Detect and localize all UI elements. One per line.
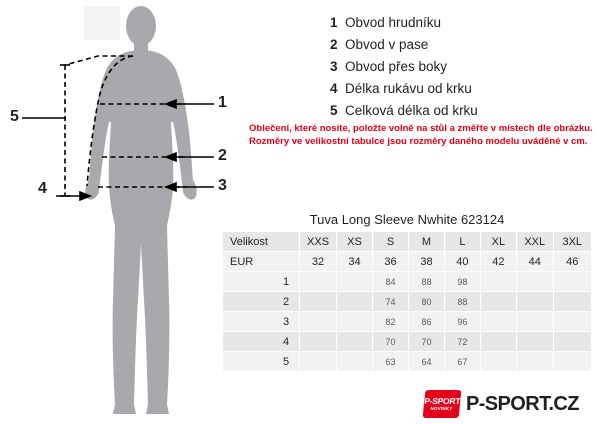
measure-cell <box>300 352 337 372</box>
measure-cell: 70 <box>373 332 409 352</box>
instructions-line-1: Oblečení, které nosíte, položte volně na stůl a změřte v místech dle obrázku. <box>249 123 593 134</box>
measure-cell: 88 <box>408 272 444 292</box>
header-cell-l: L <box>444 232 480 252</box>
measure-cell <box>480 332 516 352</box>
measure-cell: 64 <box>408 352 444 372</box>
measure-cell: 72 <box>444 332 480 352</box>
table-row <box>223 272 592 292</box>
callout-2: 2 <box>218 147 227 164</box>
measure-cell <box>336 272 372 292</box>
logo-badge-icon <box>423 390 462 418</box>
measure-cell <box>300 292 337 312</box>
size-table <box>222 231 592 372</box>
logo-wordmark: P-SPORT.CZ <box>466 392 579 415</box>
measure-cell <box>300 312 337 332</box>
measure-cell <box>336 352 372 372</box>
silhouette-shape <box>85 6 196 414</box>
brand-logo <box>424 389 592 419</box>
row-label: 3 <box>223 312 300 332</box>
measure-cell <box>516 312 553 332</box>
header-cell-3xl: 3XL <box>553 232 591 252</box>
legend-label: Obvod hrudníku <box>345 15 442 30</box>
legend-number: 5 <box>330 103 338 118</box>
header-cell-velikost: Velikost <box>223 232 300 252</box>
eur-value: 36 <box>373 252 409 272</box>
measure-cell <box>336 332 372 352</box>
measure-cell <box>516 272 553 292</box>
legend-number: 1 <box>330 15 338 30</box>
legend-item <box>330 56 592 77</box>
table-row <box>223 312 592 332</box>
legend-item <box>330 100 592 121</box>
callout-5: 5 <box>10 108 19 125</box>
measure-cell <box>480 312 516 332</box>
measure-cell <box>516 332 553 352</box>
header-cell-xxs: XXS <box>300 232 337 252</box>
measure-cell <box>300 272 337 292</box>
eur-value: 34 <box>336 252 372 272</box>
legend-label: Obvod v pase <box>345 37 429 52</box>
instructions-line-2: Rozměry ve velikostní tabulce jsou rozměry daného modelu uváděné v cm. <box>249 136 588 147</box>
measure-cell <box>553 312 591 332</box>
row-label: 2 <box>223 292 300 312</box>
measure-cell: 63 <box>373 352 409 372</box>
measure-cell <box>480 292 516 312</box>
header-cell-m: M <box>408 232 444 252</box>
legend-label: Obvod přes boky <box>345 59 448 74</box>
legend-number: 2 <box>330 37 338 52</box>
row-label: 4 <box>223 332 300 352</box>
eur-value: 42 <box>480 252 516 272</box>
legend-label: Celková délka od krku <box>345 103 478 118</box>
table-row <box>223 292 592 312</box>
header-cell-xxl: XXL <box>516 232 553 252</box>
legend-item <box>330 34 592 55</box>
measure-cell: 84 <box>373 272 409 292</box>
callout-3: 3 <box>218 177 227 194</box>
eur-label: EUR <box>223 252 300 272</box>
measure-cell: 82 <box>373 312 409 332</box>
legend-item <box>330 78 592 99</box>
header-cell-xl: XL <box>480 232 516 252</box>
measuring-instructions <box>249 122 594 148</box>
product-title: Tuva Long Sleeve Nwhite 623124 <box>309 212 505 227</box>
measure-cell: 80 <box>408 292 444 312</box>
table-row <box>223 332 592 352</box>
measure-cell <box>480 272 516 292</box>
measure-cell <box>516 292 553 312</box>
measure-cell <box>336 312 372 332</box>
logo-badge-line2: NOVINKY <box>430 405 453 411</box>
measure-cell <box>300 332 337 352</box>
header-cell-xs: XS <box>336 232 372 252</box>
measure-cell: 96 <box>444 312 480 332</box>
legend-item <box>330 12 592 33</box>
eur-value: 46 <box>553 252 591 272</box>
eur-value: 44 <box>516 252 553 272</box>
eur-value: 38 <box>408 252 444 272</box>
measure-cell: 98 <box>444 272 480 292</box>
measure-cell: 67 <box>444 352 480 372</box>
measure-cell: 86 <box>408 312 444 332</box>
measure-cell: 74 <box>373 292 409 312</box>
callout-1: 1 <box>218 94 227 111</box>
measure-cell: 88 <box>444 292 480 312</box>
measure-cell <box>480 352 516 372</box>
callout-4: 4 <box>38 180 47 197</box>
measure-cell <box>553 332 591 352</box>
measure-cell <box>553 352 591 372</box>
measurement-legend <box>330 12 592 122</box>
row-label: 5 <box>223 352 300 372</box>
measure-cell <box>553 272 591 292</box>
logo-badge-line1: P-SPORT <box>423 396 461 406</box>
eur-value: 32 <box>300 252 337 272</box>
legend-label: Délka rukávu od krku <box>345 81 472 96</box>
measure-cell <box>553 292 591 312</box>
table-header-row <box>223 232 592 252</box>
measure-cell <box>516 352 553 372</box>
legend-number: 3 <box>330 59 338 74</box>
table-row <box>223 352 592 372</box>
measure-cell <box>336 292 372 312</box>
row-label: 1 <box>223 272 300 292</box>
measure-cell: 70 <box>408 332 444 352</box>
table-eur-row <box>223 252 592 272</box>
legend-number: 4 <box>330 81 338 96</box>
header-cell-s: S <box>373 232 409 252</box>
eur-value: 40 <box>444 252 480 272</box>
